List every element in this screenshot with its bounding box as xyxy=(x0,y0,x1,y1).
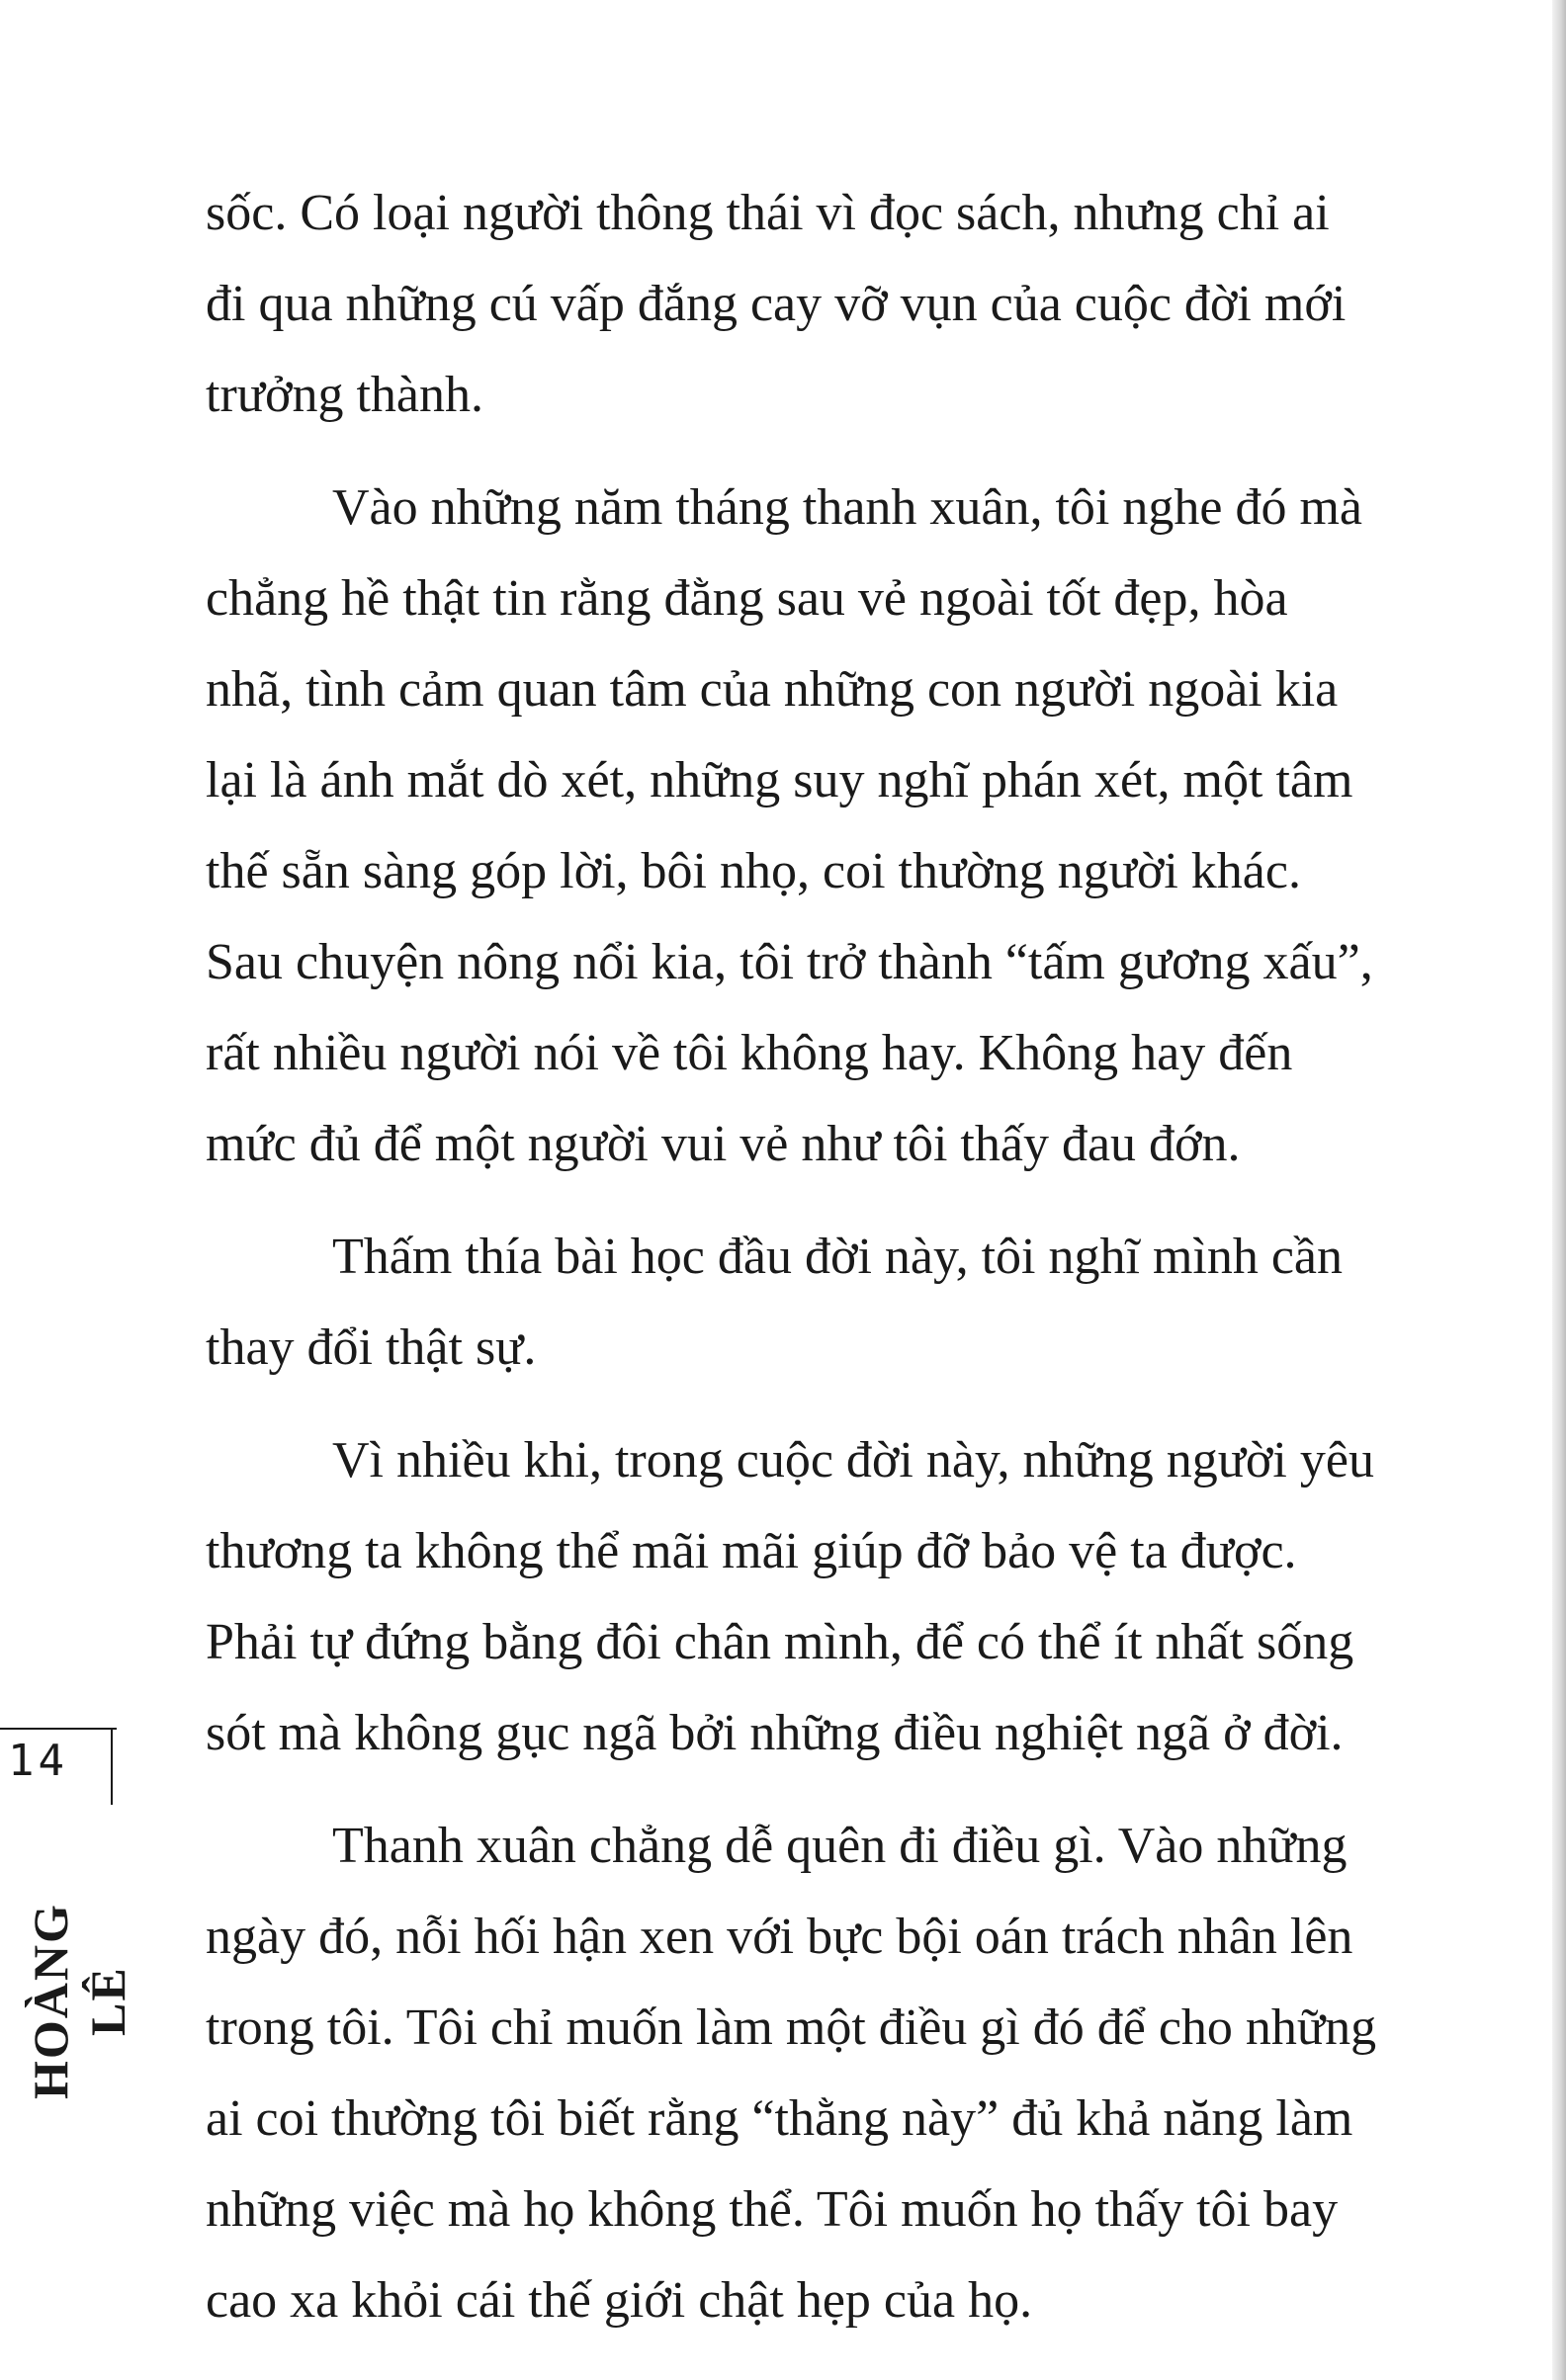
text-line: thế sẵn sàng góp lời, bôi nhọ, coi thường người khác. xyxy=(206,843,1301,899)
text-line: mức đủ để một người vui vẻ như tôi thấy đau đớn. xyxy=(206,1116,1241,1172)
text-line: sót mà không gục ngã bởi những điều nghiệt ngã ở đời. xyxy=(206,1705,1344,1761)
text-line: Phải tự đứng bằng đôi chân mình, để có thể ít nhất sống xyxy=(206,1614,1354,1670)
text-line: Vì nhiều khi, trong cuộc đời này, những người yêu xyxy=(332,1432,1374,1488)
text-line: đi qua những cú vấp đắng cay vỡ vụn của cuộc đời mới xyxy=(206,276,1347,332)
text-line: Thấm thía bài học đầu đời này, tôi nghĩ mình cần xyxy=(332,1229,1343,1285)
text-line: Sau chuyện nông nổi kia, tôi trở thành “tấm gương xấu”, xyxy=(206,934,1373,990)
text-line: rất nhiều người nói về tôi không hay. Không hay đến xyxy=(206,1025,1293,1081)
text-line: trưởng thành. xyxy=(206,367,483,423)
text-line: Vào những năm tháng thanh xuân, tôi nghe đó mà xyxy=(332,479,1362,536)
paragraph-gap xyxy=(206,1394,1521,1415)
text-line: nhã, tình cảm quan tâm của những con người ngoài kia xyxy=(206,661,1339,718)
body-text xyxy=(206,168,1521,2346)
paragraph xyxy=(206,1415,1521,1779)
text-line: chẳng hề thật tin rằng đằng sau vẻ ngoài tốt đẹp, hòa xyxy=(206,570,1288,627)
text-line: trong tôi. Tôi chỉ muốn làm một điều gì đó để cho những xyxy=(206,1999,1377,2056)
paragraph-gap xyxy=(206,441,1521,463)
page-number: 14 xyxy=(8,1736,68,1786)
paragraph-gap xyxy=(206,1190,1521,1212)
text-line: thương ta không thể mãi mãi giúp đỡ bảo vệ ta được. xyxy=(206,1523,1297,1579)
paragraph xyxy=(206,168,1521,441)
paragraph xyxy=(206,1212,1521,1394)
page-edge-shadow xyxy=(1552,0,1566,2380)
text-line: lại là ánh mắt dò xét, những suy nghĩ phán xét, một tâm xyxy=(206,752,1353,808)
text-line: cao xa khỏi cái thế giới chật hẹp của họ. xyxy=(206,2272,1033,2329)
text-line: những việc mà họ không thể. Tôi muốn họ thấy tôi bay xyxy=(206,2181,1339,2238)
paragraph xyxy=(206,463,1521,1190)
author-name: HOÀNG LÊ xyxy=(23,1903,135,2100)
margin-rule-top xyxy=(0,1728,117,1730)
margin-rule-side xyxy=(111,1728,113,1805)
text-line: Thanh xuân chẳng dễ quên đi điều gì. Vào những xyxy=(332,1818,1348,1874)
text-line: thay đổi thật sự. xyxy=(206,1319,537,1376)
paragraph-gap xyxy=(206,1779,1521,1801)
paragraph xyxy=(206,1801,1521,2346)
text-line: ai coi thường tôi biết rằng “thằng này” đủ khả năng làm xyxy=(206,2090,1353,2147)
text-line: sốc. Có loại người thông thái vì đọc sách, nhưng chỉ ai xyxy=(206,185,1330,241)
text-line: ngày đó, nỗi hối hận xen với bực bội oán trách nhân lên xyxy=(206,1909,1353,1965)
